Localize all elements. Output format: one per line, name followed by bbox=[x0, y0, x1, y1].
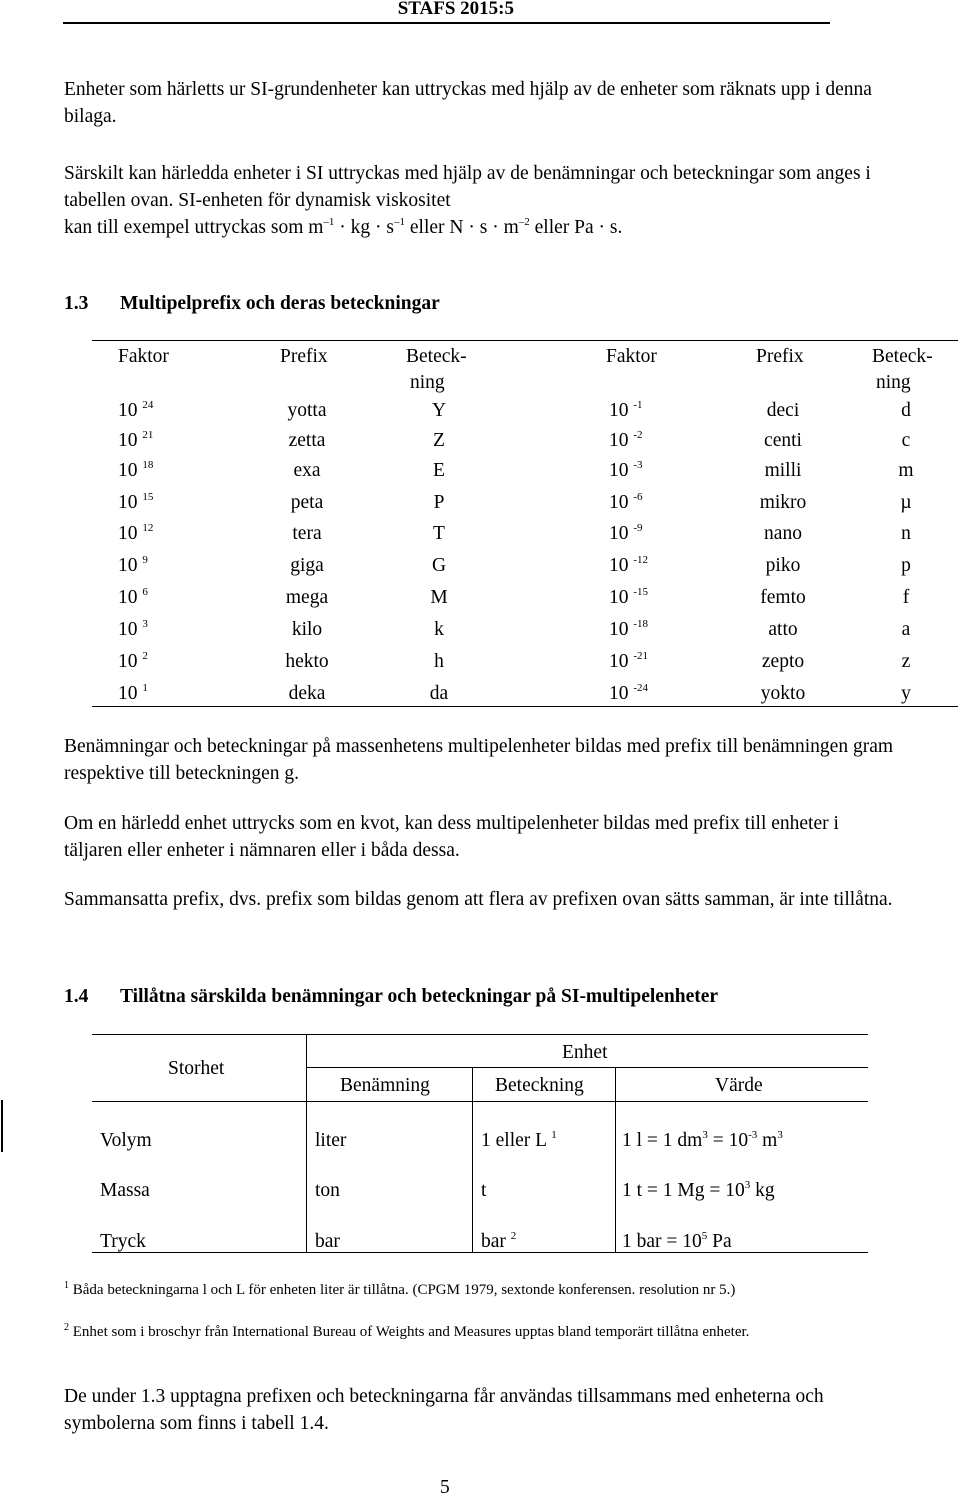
faktor-cell: 10 $^1$ bbox=[118, 682, 148, 704]
symbol-cell: Z bbox=[433, 430, 445, 451]
faktor-cell: 10 $^{-24}$ bbox=[609, 682, 649, 704]
faktor-cell: 10 $^2$ bbox=[118, 650, 148, 672]
header-beteckning-right-2: ning bbox=[876, 372, 911, 393]
header-rule bbox=[63, 22, 830, 24]
unit-table-col3-divider bbox=[615, 1068, 616, 1253]
faktor-cell: 10 $^{24}$ bbox=[118, 399, 154, 421]
prefix-cell: femto bbox=[760, 587, 806, 608]
header-beteckning-left-2: ning bbox=[410, 372, 445, 393]
prefix-cell: deka bbox=[288, 683, 326, 704]
faktor-cell: 10 $^6$ bbox=[118, 586, 148, 608]
faktor-cell: 10 $^{18}$ bbox=[118, 459, 154, 481]
page-number: 5 bbox=[440, 1477, 450, 1498]
unit-table-top-rule bbox=[92, 1034, 868, 1035]
prefix-cell: zetta bbox=[288, 430, 326, 451]
symbol-cell: n bbox=[901, 523, 911, 544]
symbol-cell: y bbox=[901, 683, 911, 704]
prefix-cell: mega bbox=[285, 587, 329, 608]
header-storhet: Storhet bbox=[168, 1058, 225, 1079]
symbol-cell: Y bbox=[431, 400, 447, 421]
massenhet-paragraph: Benämningar och beteckningar på massenhetens multipelenheter bildas med prefix till benämningen gram respektive till beteckningen g. bbox=[64, 736, 894, 784]
cell-benamning: liter bbox=[315, 1130, 347, 1151]
prefix-cell: milli bbox=[764, 460, 802, 481]
intro-paragraph-1: Enheter som härletts ur SI-grundenheter kan uttryckas med hjälp av de enheter som räknats upp i denna bilaga. bbox=[64, 79, 872, 127]
prefix-cell: exa bbox=[293, 460, 321, 481]
faktor-cell: 10 $^{12}$ bbox=[118, 522, 154, 544]
header-prefix-left: Prefix bbox=[280, 346, 328, 367]
prefix-cell: giga bbox=[290, 555, 324, 576]
cell-storhet: Massa bbox=[100, 1180, 150, 1201]
unit-table-enhet-rule bbox=[307, 1067, 868, 1068]
intro-paragraph-2: Särskilt kan härledda enheter i SI uttryckas med hjälp av de benämningar och beteckningar som anges i tabellen ovan. SI-enheten för dynamisk viskositet kan till exempel uttryckas som $m^{-1}$ · kg · $s^{-1}$ eller $N \cdot s \cdot m^{-2}$ eller Pa · s. bbox=[64, 163, 871, 238]
prefix-cell: piko bbox=[765, 555, 801, 576]
faktor-cell: 10 $^{-9}$ bbox=[609, 522, 643, 544]
kvot-paragraph: Om en härledd enhet uttrycks som en kvot, kan dess multipelenheter bildas med prefix till enheter i täljaren eller enheter i nämnaren eller i båda dessa. bbox=[64, 813, 839, 861]
faktor-cell: 10 $^3$ bbox=[118, 618, 148, 640]
faktor-cell: 10 $^{-1}$ bbox=[609, 399, 643, 421]
symbol-cell: m bbox=[898, 460, 914, 481]
prefix-cell: kilo bbox=[291, 619, 323, 640]
cell-varde: 1 l = 1 $dm^3 = 10^{-3}$ $m^3$ bbox=[622, 1129, 783, 1151]
header-faktor-right: Faktor bbox=[606, 346, 657, 367]
footnote-2: $^2$ Enhet som i broschyr från International Bureau of Weights and Measures upptas bland temporärt tillåtna enheter. bbox=[64, 1322, 750, 1340]
cell-storhet: Volym bbox=[100, 1130, 152, 1151]
table-top-rule bbox=[92, 340, 958, 341]
unit-table-bottom-rule bbox=[92, 1252, 868, 1253]
faktor-cell: 10 $^9$ bbox=[118, 554, 148, 576]
header-varde: Värde bbox=[715, 1075, 763, 1096]
change-bar bbox=[1, 1100, 3, 1152]
prefix-cell: deci bbox=[766, 400, 800, 421]
symbol-cell: c bbox=[901, 430, 911, 451]
table-bottom-rule bbox=[92, 706, 958, 707]
faktor-cell: 10 $^{-18}$ bbox=[609, 618, 649, 640]
cell-benamning: ton bbox=[315, 1180, 340, 1201]
prefix-cell: yokto bbox=[760, 683, 806, 704]
prefix-cell: zepto bbox=[761, 651, 805, 672]
section-1-4-heading: 1.4 Tillåtna särskilda benämningar och beteckningar på SI-multipelenheter bbox=[64, 986, 719, 1007]
faktor-cell: 10 $^{-2}$ bbox=[609, 429, 643, 451]
faktor-cell: 10 $^{-15}$ bbox=[609, 586, 649, 608]
faktor-cell: 10 $^{21}$ bbox=[118, 429, 154, 451]
symbol-cell: z bbox=[901, 651, 911, 672]
prefix-cell: tera bbox=[292, 523, 322, 544]
cell-benamning: bar bbox=[315, 1231, 340, 1252]
header-benamning: Benämning bbox=[340, 1075, 430, 1096]
section-1-3-heading: 1.3 Multipelprefix och deras beteckningar bbox=[64, 293, 440, 314]
cell-storhet: Tryck bbox=[100, 1231, 146, 1252]
header-faktor-left: Faktor bbox=[118, 346, 169, 367]
prefix-cell: nano bbox=[764, 523, 802, 544]
faktor-cell: 10 $^{-12}$ bbox=[609, 554, 649, 576]
prefix-cell: hekto bbox=[285, 651, 329, 672]
symbol-cell: T bbox=[433, 523, 445, 544]
symbol-cell: µ bbox=[900, 492, 912, 513]
unit-table-header-rule bbox=[92, 1101, 868, 1102]
symbol-cell: da bbox=[429, 683, 449, 704]
cell-varde: 1 bar = $10^5$ Pa bbox=[622, 1230, 732, 1252]
cell-beteckning: t bbox=[481, 1180, 487, 1201]
cell-varde: 1 t = 1 $Mg = 10^3$ kg bbox=[622, 1179, 775, 1201]
header-prefix-right: Prefix bbox=[756, 346, 804, 367]
footnote-1: $^1$ Båda beteckningarna l och L för enheten liter är tillåtna. (CPGM 1979, sextonde konferensen. resolution nr 5.) bbox=[64, 1280, 736, 1298]
unit-table-col1-divider bbox=[306, 1034, 307, 1253]
closing-paragraph: De under 1.3 upptagna prefixen och beteckningarna får användas tillsammans med enheterna och symbolerna som finns i tabell 1.4. bbox=[64, 1386, 824, 1434]
header-beteckning: Beteckning bbox=[495, 1075, 584, 1096]
prefix-cell: peta bbox=[290, 492, 324, 513]
symbol-cell: E bbox=[433, 460, 445, 481]
faktor-cell: 10 $^{-21}$ bbox=[609, 650, 649, 672]
faktor-cell: 10 $^{-3}$ bbox=[609, 459, 643, 481]
symbol-cell: p bbox=[901, 555, 911, 576]
prefix-cell: mikro bbox=[759, 492, 807, 513]
symbol-cell: a bbox=[901, 619, 911, 640]
symbol-cell: h bbox=[434, 651, 444, 672]
prefix-cell: centi bbox=[764, 430, 802, 451]
prefix-cell: yotta bbox=[287, 400, 327, 421]
symbol-cell: k bbox=[434, 619, 444, 640]
unit-table-col2-divider bbox=[472, 1068, 473, 1253]
faktor-cell: 10 $^{15}$ bbox=[118, 491, 154, 513]
symbol-cell: d bbox=[901, 400, 911, 421]
running-header: STAFS 2015:5 bbox=[397, 0, 514, 19]
sammansatta-paragraph: Sammansatta prefix, dvs. prefix som bildas genom att flera av prefixen ovan sätts samman, är inte tillåtna. bbox=[64, 889, 893, 910]
header-enhet: Enhet bbox=[562, 1042, 608, 1063]
header-beteckning-left: Beteck- bbox=[406, 346, 467, 367]
cell-beteckning: 1 eller L $^1$ bbox=[481, 1129, 557, 1151]
header-beteckning-right: Beteck- bbox=[872, 346, 933, 367]
prefix-cell: atto bbox=[768, 619, 798, 640]
symbol-cell: G bbox=[431, 555, 447, 576]
faktor-cell: 10 $^{-6}$ bbox=[609, 491, 643, 513]
symbol-cell: P bbox=[433, 492, 445, 513]
cell-beteckning: bar $^2$ bbox=[481, 1230, 517, 1252]
unit-table bbox=[92, 1034, 868, 1256]
symbol-cell: f bbox=[902, 587, 910, 608]
symbol-cell: M bbox=[430, 587, 448, 608]
